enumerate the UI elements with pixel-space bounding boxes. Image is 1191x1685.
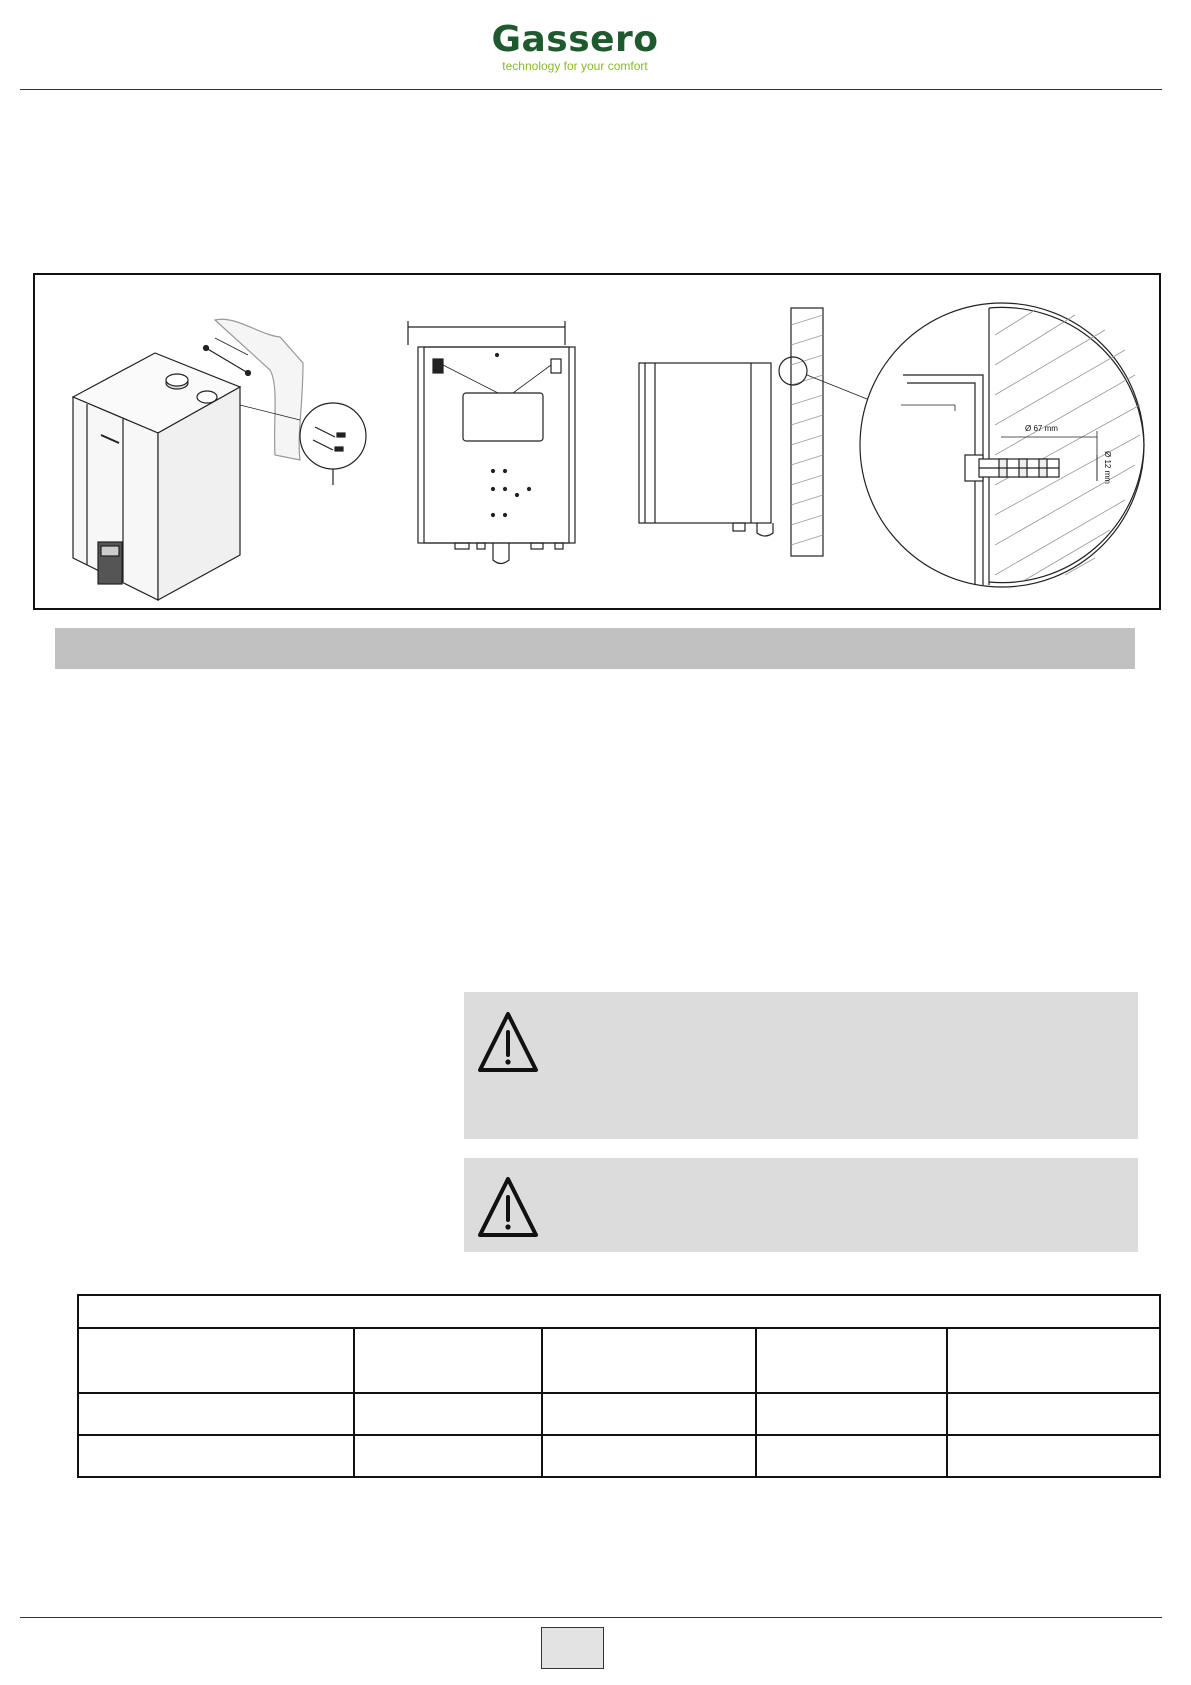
table-cell (947, 1393, 1160, 1435)
boiler-isometric-drawing (73, 319, 366, 600)
warning-box-2 (464, 1158, 1138, 1252)
table-header-row (78, 1328, 1160, 1393)
table-title-cell (78, 1295, 1160, 1328)
installation-figure (33, 273, 1161, 610)
header-divider (20, 89, 1162, 90)
table-cell (542, 1435, 756, 1477)
table-cell (78, 1393, 354, 1435)
section-heading-bar (55, 628, 1135, 669)
table-cell (756, 1393, 947, 1435)
table-header-cell (756, 1328, 947, 1393)
page-number-box (541, 1627, 604, 1669)
table-row (78, 1435, 1160, 1477)
warning-box-1 (464, 992, 1138, 1139)
wall-plug-detail-drawing (860, 303, 1144, 587)
table-header-cell (542, 1328, 756, 1393)
table-cell (542, 1393, 756, 1435)
table-header-cell (947, 1328, 1160, 1393)
table-cell (354, 1435, 542, 1477)
spec-table (77, 1294, 1161, 1478)
table-cell (78, 1435, 354, 1477)
warning-triangle-icon (476, 1010, 540, 1076)
table-header-cell (78, 1328, 354, 1393)
brand-tagline: technology for your comfort (502, 59, 648, 73)
footer-divider (20, 1617, 1162, 1618)
boiler-back-view-drawing (408, 321, 575, 564)
boiler-side-view-drawing (639, 308, 877, 556)
table-row (78, 1393, 1160, 1435)
hole-diameter-callout: Ø 12 mm (1103, 451, 1112, 484)
brand-logo: Gassero (491, 19, 659, 60)
table-cell (354, 1393, 542, 1435)
installation-drawings (35, 275, 1159, 608)
warning-triangle-icon (476, 1175, 540, 1241)
table-cell (756, 1435, 947, 1477)
table-header-cell (354, 1328, 542, 1393)
table-cell (947, 1435, 1160, 1477)
hole-depth-callout: Ø 67 mm (1025, 424, 1058, 433)
table-title-row (78, 1295, 1160, 1328)
